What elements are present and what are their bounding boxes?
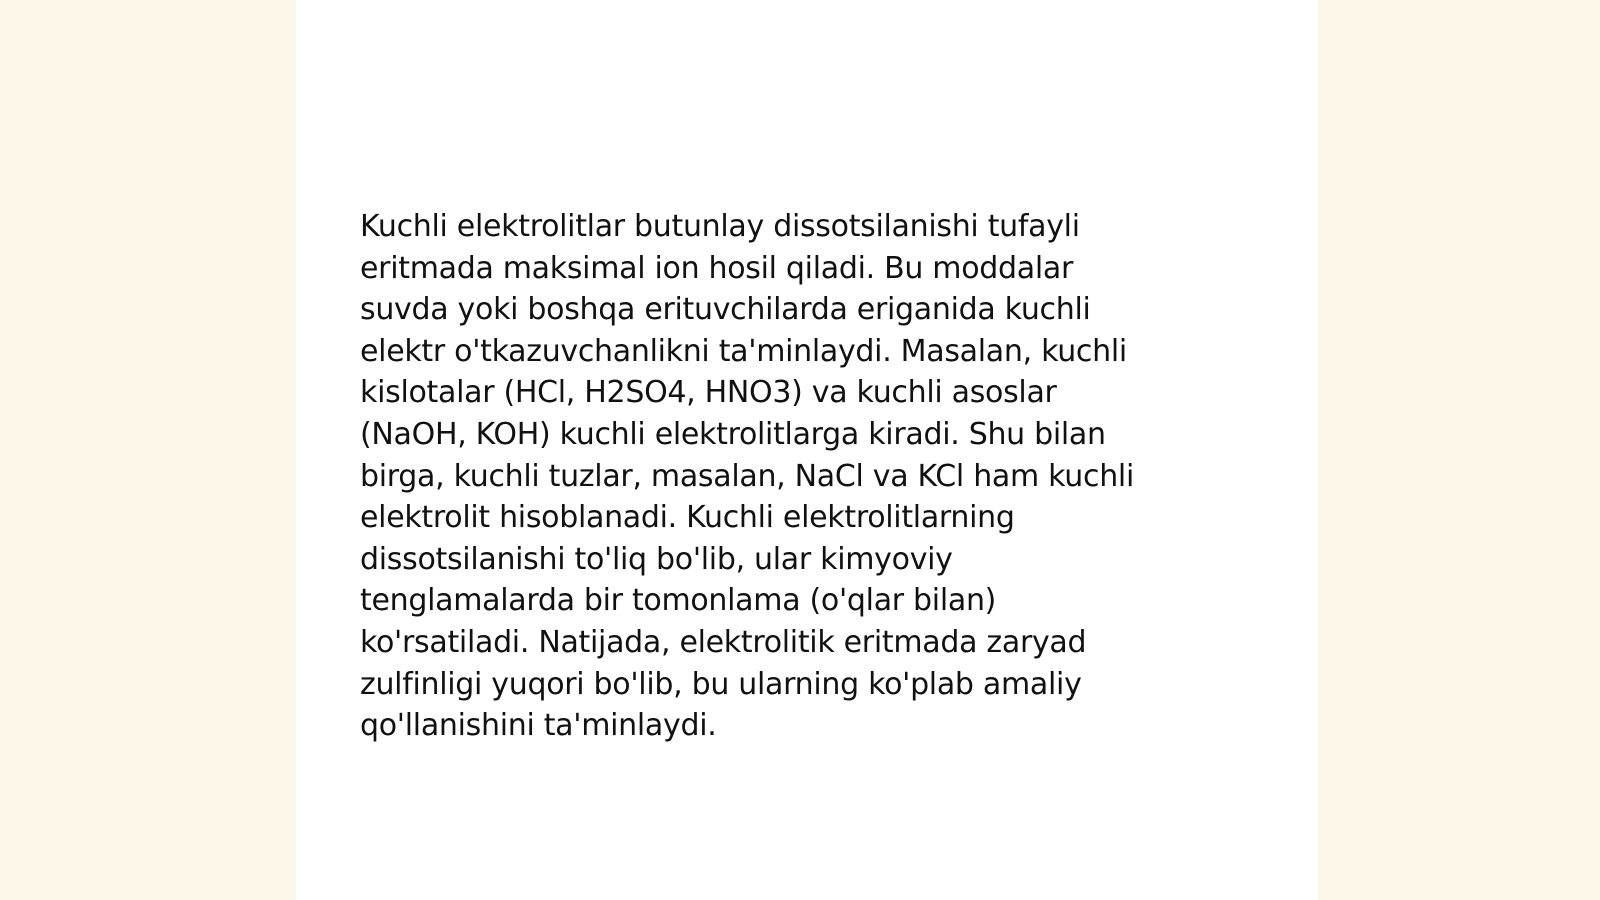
text-line: suvda yoki boshqa erituvchilarda eriganida kuchli	[360, 292, 1091, 328]
text-line: dissotsilanishi to'liq bo'lib, ular kimyoviy	[360, 541, 953, 577]
text-line: kislotalar (HCl, H2SO4, HNO3) va kuchli asoslar	[360, 375, 1057, 411]
text-line: eritmada maksimal ion hosil qiladi. Bu moddalar	[360, 250, 1074, 286]
text-line: (NaOH, KOH) kuchli elektrolitlarga kiradi. Shu bilan	[360, 416, 1106, 452]
text-line: tenglamalarda bir tomonlama (o'qlar bilan)	[360, 583, 997, 619]
text-line: zulfinligi yuqori bo'lib, bu ularning ko'plab amaliy	[360, 666, 1082, 702]
text-line: elektr o'tkazuvchanlikni ta'minlaydi. Masalan, kuchli	[360, 333, 1127, 369]
slide-body-text	[360, 206, 1220, 747]
slide	[296, 0, 1318, 900]
text-line: birga, kuchli tuzlar, masalan, NaCl va KCl ham kuchli	[360, 458, 1135, 494]
text-line: Kuchli elektrolitlar butunlay dissotsilanishi tufayli	[360, 209, 1080, 244]
text-line: ko'rsatiladi. Natijada, elektrolitik eritmada zaryad	[360, 624, 1087, 660]
text-line: elektrolit hisoblanadi. Kuchli elektrolitlarning	[360, 500, 1015, 536]
text-line: qo'llanishini ta'minlaydi.	[360, 708, 717, 744]
